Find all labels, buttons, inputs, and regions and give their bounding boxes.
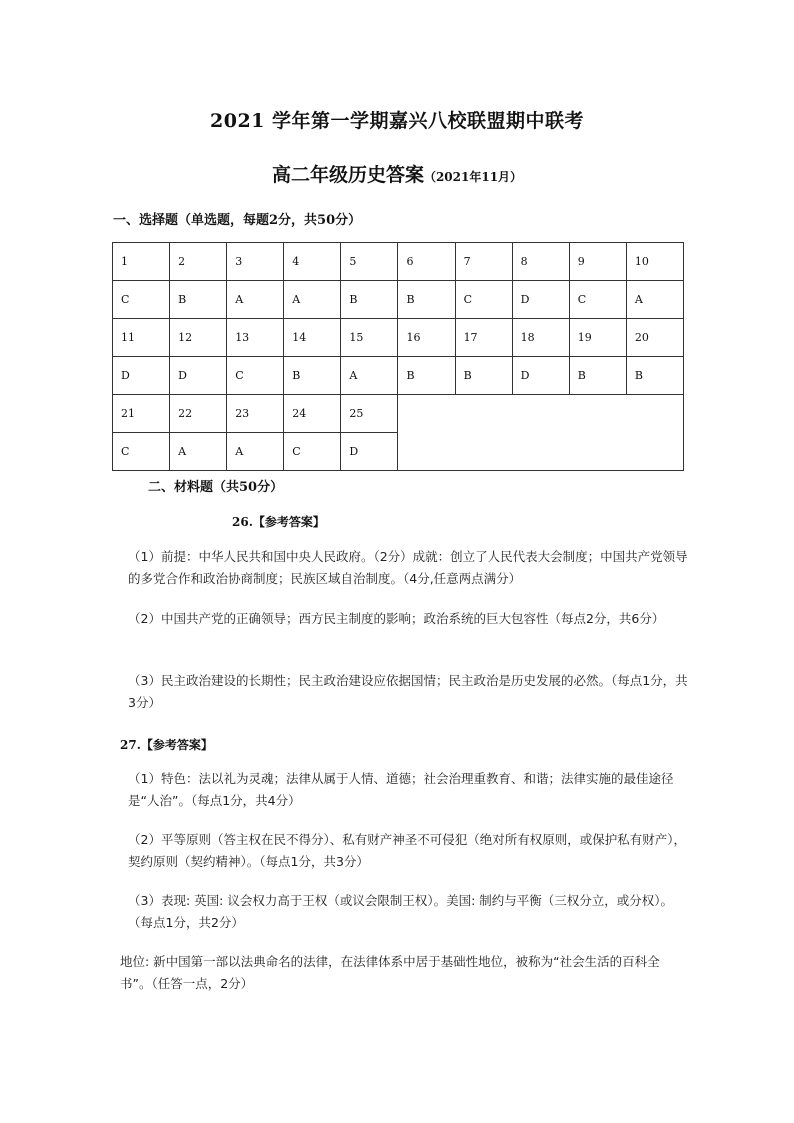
table-cell: 13: [227, 319, 284, 357]
table-cell: B: [626, 357, 683, 395]
q27-heading: 27.【参考答案】: [120, 738, 213, 752]
section1-heading: 一、选择题（单选题，每题2分，共50分）: [113, 213, 362, 228]
q26-heading: 26.【参考答案】: [232, 515, 325, 529]
document-subtitle: [0, 160, 794, 187]
table-cell: D: [113, 357, 170, 395]
table-cell: B: [341, 281, 398, 319]
table-cell: 4: [284, 243, 341, 281]
table-cell: C: [113, 281, 170, 319]
table-row: [113, 319, 684, 357]
table-cell: 17: [455, 319, 512, 357]
q27-answer-2: （2）平等原则（答主权在民不得分）、私有财产神圣不可侵犯（绝对所有权原则，或保护私有财产），契约原则（契约精神）。（每点1分，共3分）: [128, 832, 686, 869]
table-cell: B: [284, 357, 341, 395]
table-cell: 16: [398, 319, 455, 357]
table-cell: A: [341, 357, 398, 395]
q26-answer-3: （3）民主政治建设的长期性；民主政治建设应依据国情；民主政治是历史发展的必然。（每点1分，共3分）: [128, 673, 688, 710]
table-cell: C: [113, 433, 170, 471]
table-cell: 7: [455, 243, 512, 281]
table-cell: 24: [284, 395, 341, 433]
table-cell: A: [170, 433, 227, 471]
table-cell: B: [569, 357, 626, 395]
table-cell: 10: [626, 243, 683, 281]
table-cell: 11: [113, 319, 170, 357]
section2-heading: 二、材料题（共50分）: [148, 480, 284, 495]
q26-answer-2: （2）中国共产党的正确领导；西方民主制度的影响；政治系统的巨大包容性（每点2分，共6分）: [128, 611, 665, 626]
table-row: [113, 243, 684, 281]
table-cell: 6: [398, 243, 455, 281]
table-cell: 20: [626, 319, 683, 357]
table-cell: B: [398, 357, 455, 395]
empty-cell: [398, 395, 684, 471]
q26-answer-1: （1）前提：中华人民共和国中央人民政府。（2分）成就：创立了人民代表大会制度；中国共产党领导的多党合作和政治协商制度；民族区域自治制度。（4分,任意两点满分）: [128, 549, 688, 586]
table-cell: 21: [113, 395, 170, 433]
q27-answer-4: 地位: 新中国第一部以法典命名的法律，在法律体系中居于基础性地位，被称为“社会生活的百科全书”。（任答一点，2分）: [120, 954, 660, 991]
table-cell: 9: [569, 243, 626, 281]
table-cell: C: [455, 281, 512, 319]
table-cell: A: [626, 281, 683, 319]
table-cell: B: [455, 357, 512, 395]
table-cell: 19: [569, 319, 626, 357]
table-cell: B: [170, 281, 227, 319]
table-cell: 1: [113, 243, 170, 281]
table-cell: 23: [227, 395, 284, 433]
table-cell: 3: [227, 243, 284, 281]
table-cell: 14: [284, 319, 341, 357]
table-row: [113, 281, 684, 319]
table-cell: C: [227, 357, 284, 395]
table-cell: D: [512, 281, 569, 319]
q27-answer-3: （3）表现: 英国: 议会权力高于王权（或议会限制王权）。美国: 制约与平衡（三权分立，或分权）。（每点1分，共2分）: [128, 893, 674, 930]
table-cell: 25: [341, 395, 398, 433]
table-cell: C: [569, 281, 626, 319]
table-cell: 8: [512, 243, 569, 281]
table-cell: 12: [170, 319, 227, 357]
table-cell: 2: [170, 243, 227, 281]
table-cell: A: [284, 281, 341, 319]
table-cell: D: [170, 357, 227, 395]
table-cell: A: [227, 433, 284, 471]
subtitle-date: （2021年11月）: [423, 170, 523, 184]
table-cell: 15: [341, 319, 398, 357]
q27-answer-1: （1）特色：法以礼为灵魂；法律从属于人情、道德；社会治理重教育、和谐；法律实施的最佳途径是“人治”。（每点1分，共4分）: [128, 771, 674, 808]
table-cell: A: [227, 281, 284, 319]
subtitle-text: 高二年级历史答案: [271, 164, 424, 186]
table-cell: 5: [341, 243, 398, 281]
answer-table: [112, 242, 684, 471]
table-row: [113, 357, 684, 395]
table-cell: D: [512, 357, 569, 395]
table-cell: 22: [170, 395, 227, 433]
table-row: [113, 395, 684, 433]
table-cell: B: [398, 281, 455, 319]
table-cell: C: [284, 433, 341, 471]
table-cell: D: [341, 433, 398, 471]
table-cell: 18: [512, 319, 569, 357]
document-title: 2021 学年第一学期嘉兴八校联盟期中联考: [210, 110, 584, 132]
